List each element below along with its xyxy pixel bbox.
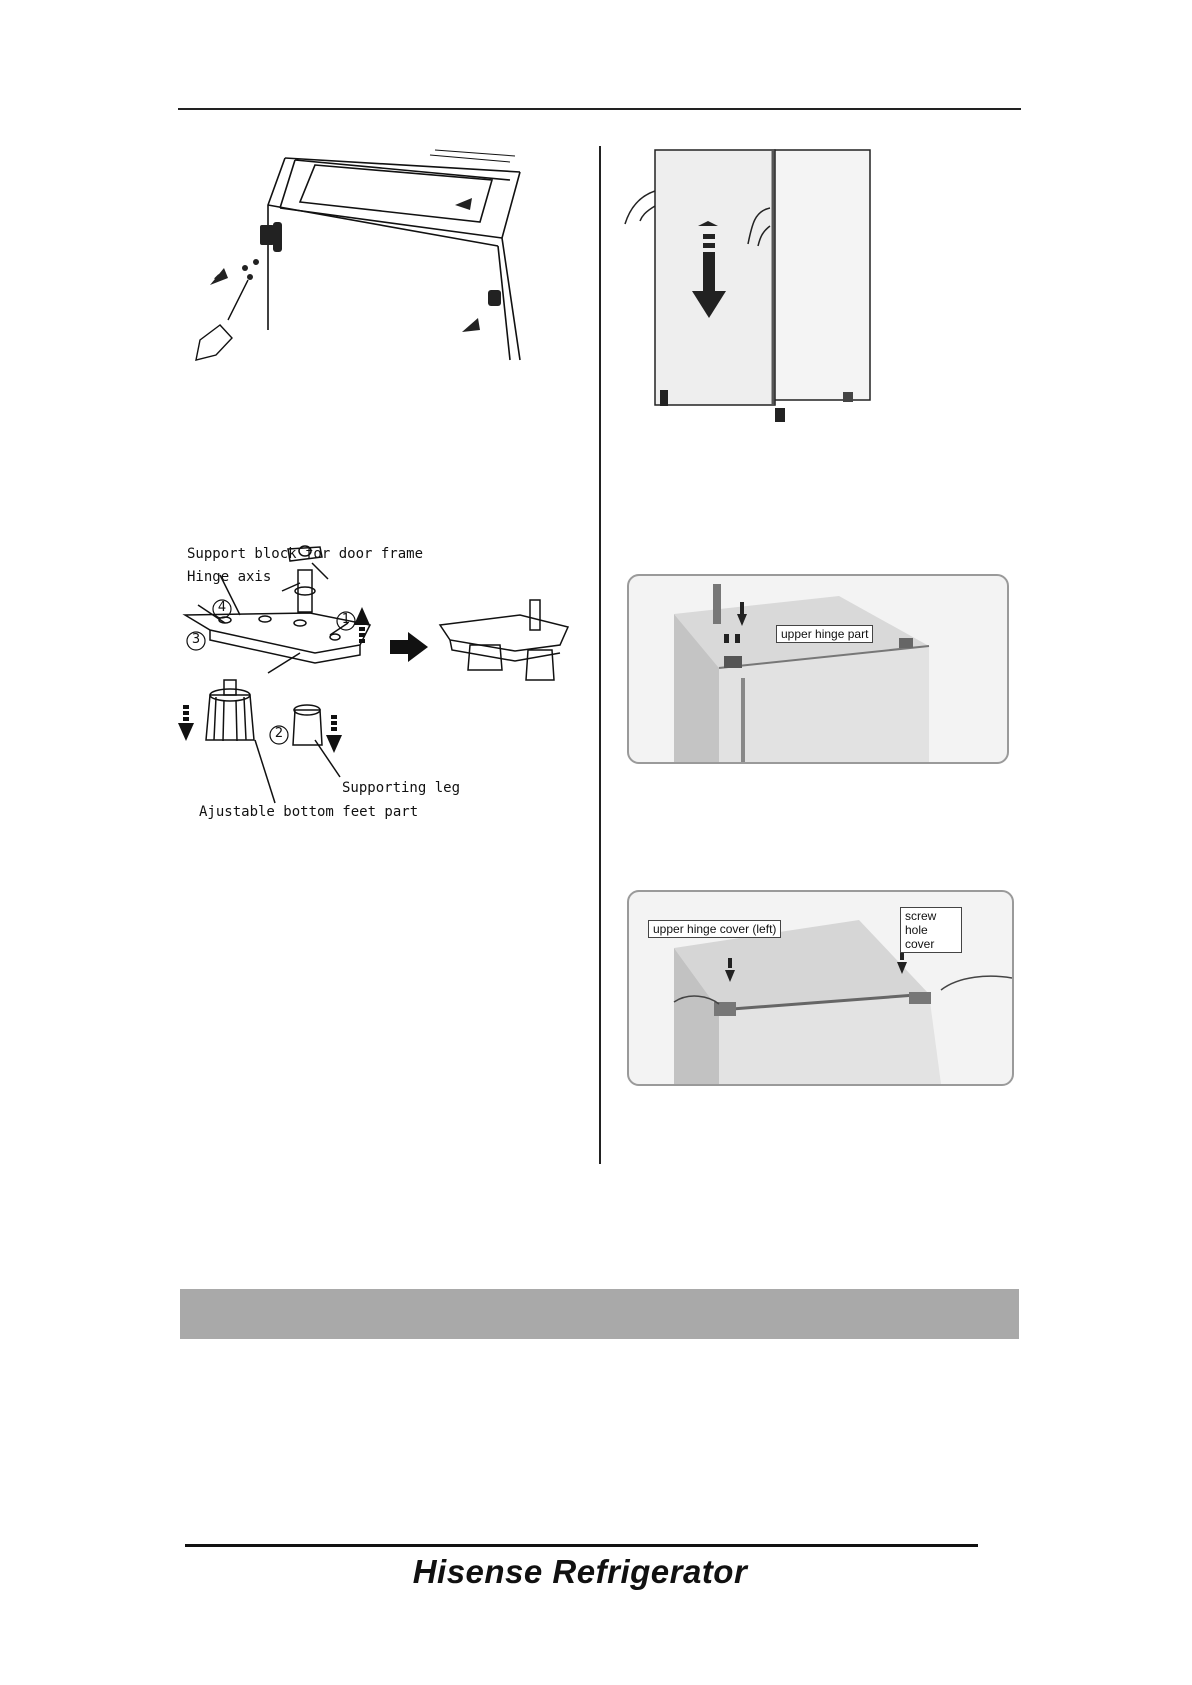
upper-hinge-cover-callout: upper hinge cover (left) bbox=[648, 920, 781, 938]
upper-hinge-part-callout: upper hinge part bbox=[776, 625, 873, 643]
marker-3: 3 bbox=[191, 632, 201, 647]
screw-hole-cover-callout: screw hole cover bbox=[900, 907, 962, 953]
fridge-door-illustration bbox=[620, 146, 880, 431]
adjustable-feet-label: Ajustable bottom feet part bbox=[199, 804, 419, 820]
upper-hinge-photo bbox=[627, 574, 1009, 764]
supporting-leg-label: Supporting leg bbox=[342, 780, 461, 796]
support-block-label: Support block for door frame bbox=[187, 546, 424, 562]
brand-wordmark: Hisense Refrigerator bbox=[412, 1553, 748, 1590]
hinge-cover-photo bbox=[627, 890, 1014, 1086]
marker-1: 1 bbox=[341, 612, 351, 627]
section-header-band bbox=[180, 1289, 1019, 1339]
header-rule bbox=[178, 108, 1021, 110]
marker-4: 4 bbox=[217, 600, 227, 615]
footer-rule bbox=[185, 1544, 978, 1547]
marker-2: 2 bbox=[274, 726, 284, 741]
hinge-axis-label: Hinge axis bbox=[187, 569, 272, 585]
column-divider bbox=[599, 146, 601, 1164]
bottom-hinge-illustration bbox=[180, 150, 580, 390]
